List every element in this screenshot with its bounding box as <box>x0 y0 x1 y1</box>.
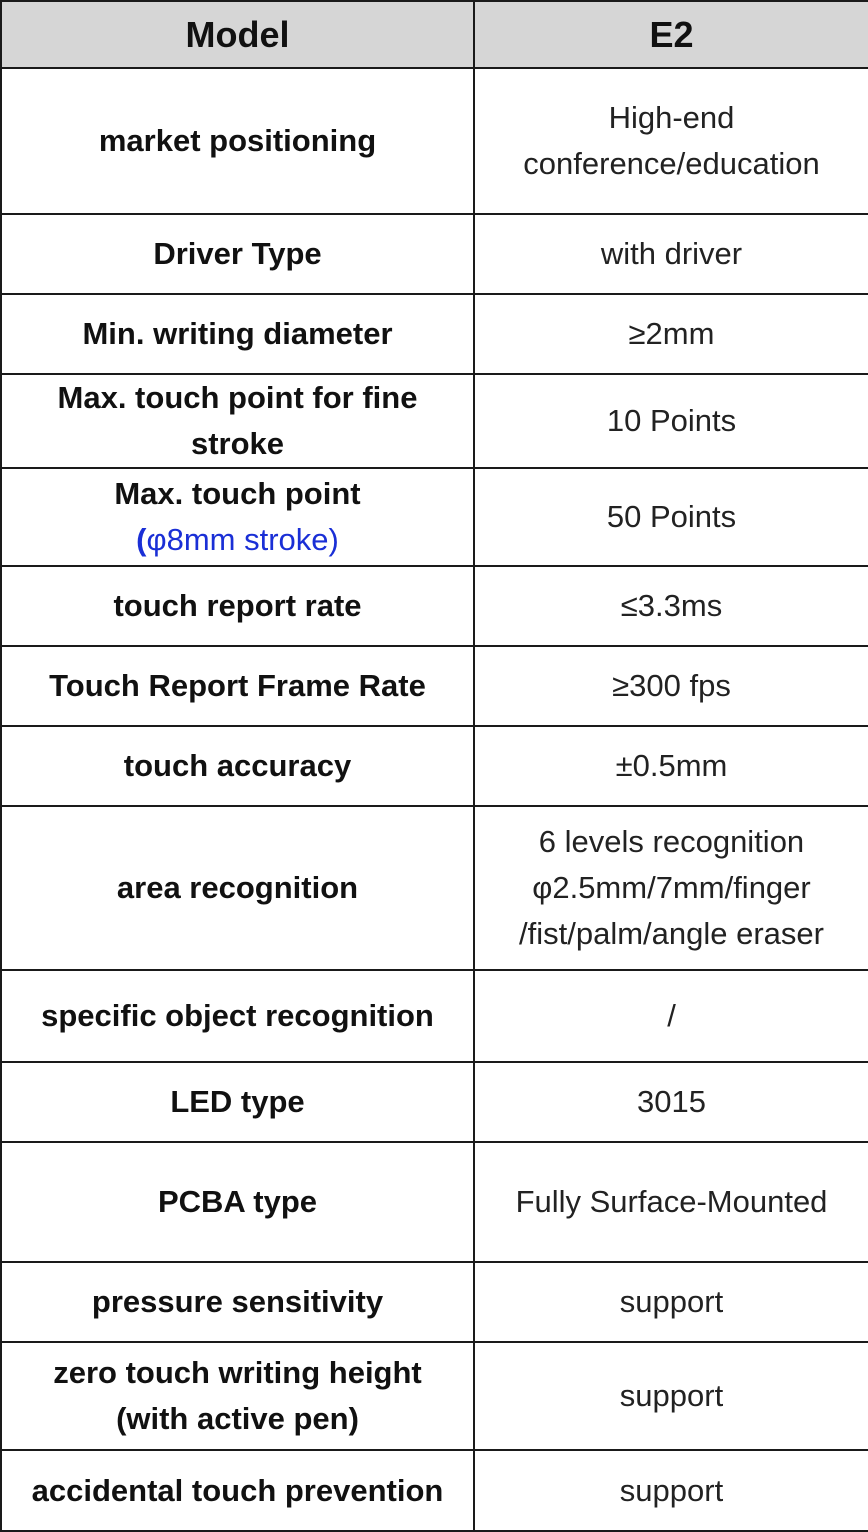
row-label-min-writing-diameter: Min. writing diameter <box>1 294 474 374</box>
row-label-specific-object-recognition: specific object recognition <box>1 970 474 1062</box>
row-label-market-positioning: market positioning <box>1 68 474 214</box>
row-value-driver-type: with driver <box>474 214 868 294</box>
row-label-led-type: LED type <box>1 1062 474 1142</box>
row-value-touch-accuracy: ±0.5mm <box>474 726 868 806</box>
table-row <box>1 970 868 1062</box>
row-value-area-recognition: 6 levels recognition φ2.5mm/7mm/finger /fist/palm/angle eraser <box>474 806 868 970</box>
row-value-max-touch-point: 50 Points <box>474 468 868 566</box>
row-value-market-positioning: High-end conference/education <box>474 68 868 214</box>
table-header-row <box>1 1 868 68</box>
row-value-accidental-touch-prevention: support <box>474 1450 868 1531</box>
table-row <box>1 726 868 806</box>
table-row <box>1 214 868 294</box>
row-label-frame-rate: Touch Report Frame Rate <box>1 646 474 726</box>
row-value-min-writing-diameter: ≥2mm <box>474 294 868 374</box>
table-row <box>1 806 868 970</box>
table-row <box>1 1262 868 1342</box>
row-label-driver-type: Driver Type <box>1 214 474 294</box>
header-model-value: E2 <box>474 1 868 68</box>
table-row <box>1 468 868 566</box>
row-value-pressure-sensitivity: support <box>474 1262 868 1342</box>
row-value-pcba-type: Fully Surface-Mounted <box>474 1142 868 1262</box>
row-value-specific-object-recognition: / <box>474 970 868 1062</box>
row-label-area-recognition: area recognition <box>1 806 474 970</box>
row-label-pcba-type: PCBA type <box>1 1142 474 1262</box>
table-row <box>1 1142 868 1262</box>
table-row <box>1 294 868 374</box>
table-row <box>1 646 868 726</box>
header-model-label: Model <box>1 1 474 68</box>
row-value-max-touch-fine-stroke: 10 Points <box>474 374 868 468</box>
row-label-max-touch-fine-stroke: Max. touch point for fine stroke <box>1 374 474 468</box>
row-value-touch-report-rate: ≤3.3ms <box>474 566 868 646</box>
table-row <box>1 1062 868 1142</box>
row-value-led-type: 3015 <box>474 1062 868 1142</box>
row-label-touch-report-rate: touch report rate <box>1 566 474 646</box>
row-value-zero-touch-writing-height: support <box>474 1342 868 1450</box>
table-row <box>1 374 868 468</box>
table-row <box>1 566 868 646</box>
row-label-touch-accuracy: touch accuracy <box>1 726 474 806</box>
table-row <box>1 68 868 214</box>
stroke-size-note: (φ8mm stroke) <box>136 522 339 557</box>
row-label-zero-touch-writing-height: zero touch writing height (with active pen) <box>1 1342 474 1450</box>
table-row <box>1 1450 868 1531</box>
row-value-frame-rate: ≥300 fps <box>474 646 868 726</box>
table-row <box>1 1342 868 1450</box>
row-label-pressure-sensitivity: pressure sensitivity <box>1 1262 474 1342</box>
row-label-max-touch-point: Max. touch point (φ8mm stroke) <box>1 468 474 566</box>
row-label-accidental-touch-prevention: accidental touch prevention <box>1 1450 474 1531</box>
